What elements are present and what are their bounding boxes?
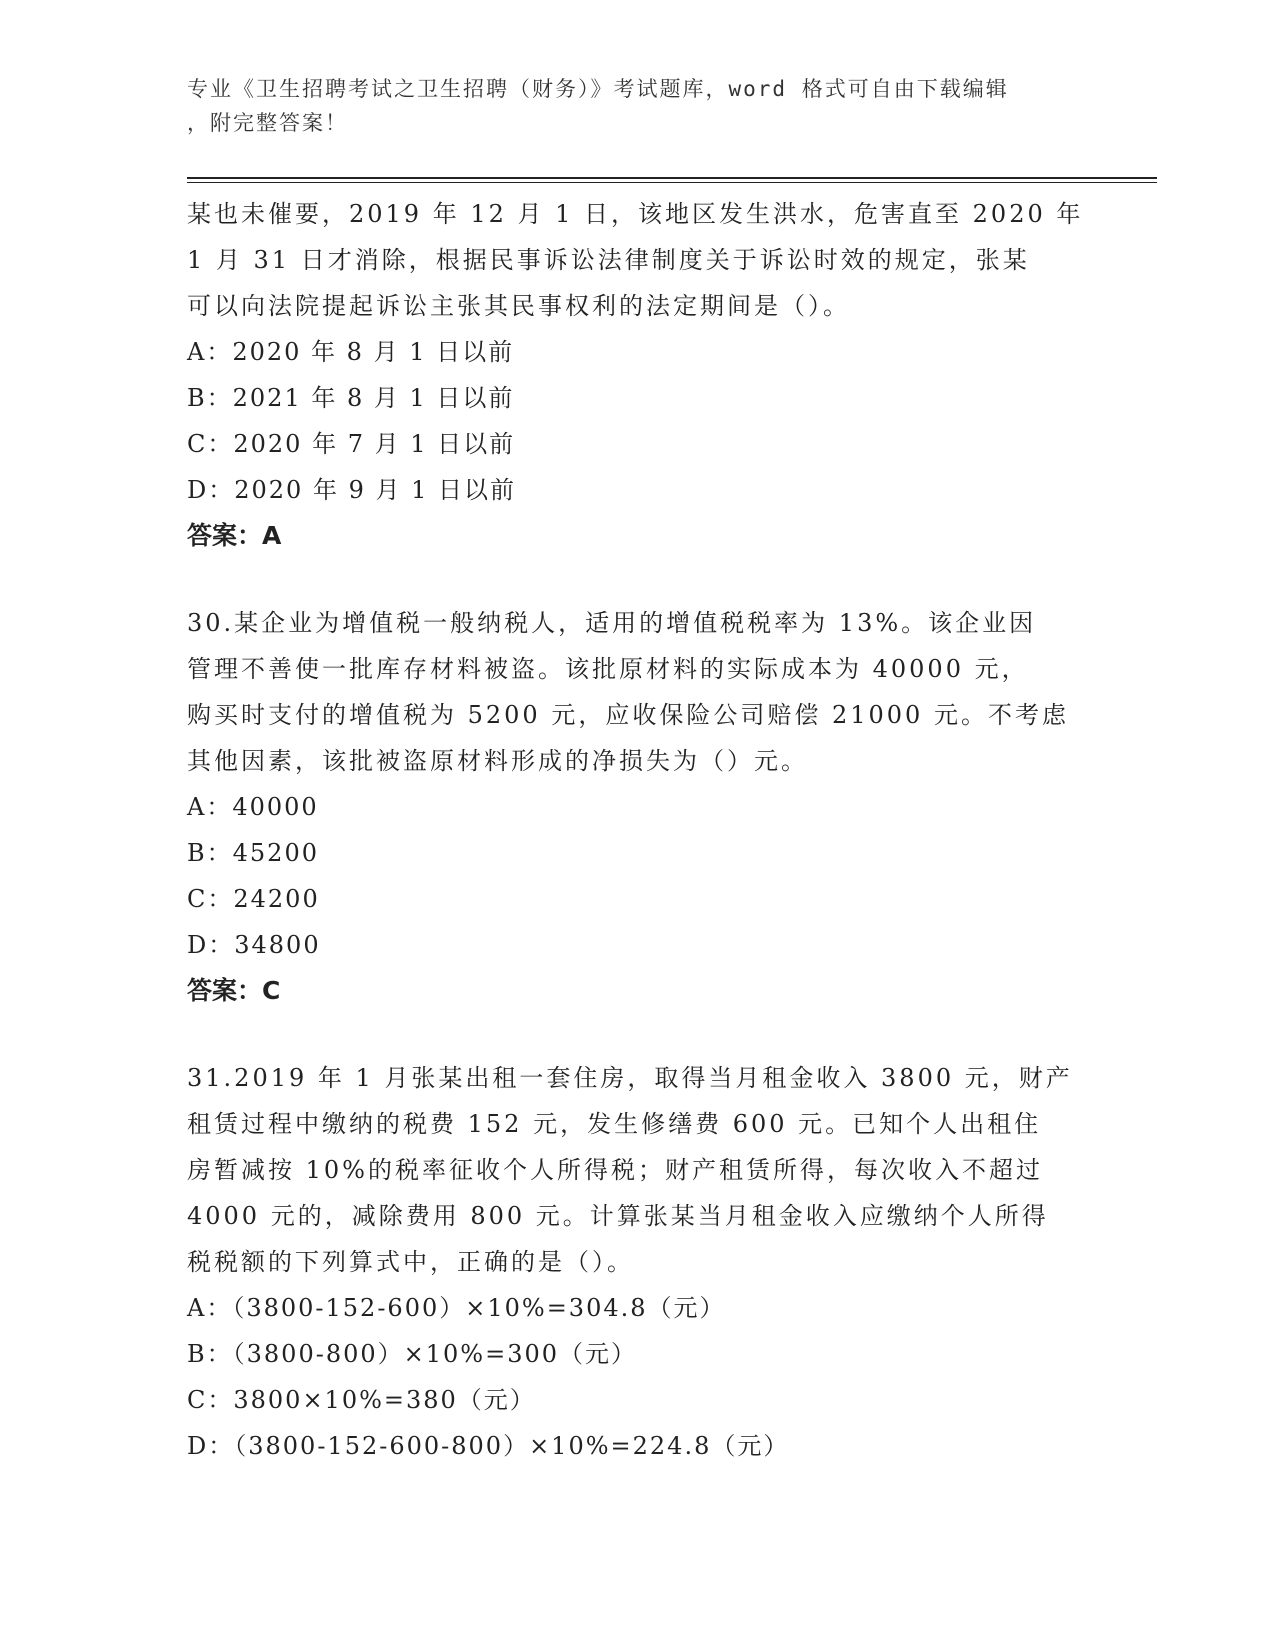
question-text-line: 30.某企业为增值税一般纳税人，适用的增值税税率为 13%。该企业因 xyxy=(187,609,1037,637)
question-30 xyxy=(187,600,1087,1014)
header-rule-thin xyxy=(187,182,1157,183)
header-line-1: 专业《卫生招聘考试之卫生招聘（财务）》考试题库，word 格式可自由下载编辑 xyxy=(187,77,1009,101)
question-text-line: 管理不善使一批库存材料被盗。该批原材料的实际成本为 40000 元， xyxy=(187,655,1029,683)
option-c: C：2020 年 7 月 1 日以前 xyxy=(187,430,516,458)
option-b: B：2021 年 8 月 1 日以前 xyxy=(187,384,515,412)
spacer xyxy=(187,559,1087,600)
option-a: A：（3800-152-600）×10%=304.8（元） xyxy=(187,1294,726,1322)
option-b: B：45200 xyxy=(187,839,319,867)
option-d: D：2020 年 9 月 1 日以前 xyxy=(187,476,517,504)
answer-line: 答案：A xyxy=(187,521,282,550)
question-text-line: 税税额的下列算式中，正确的是（）。 xyxy=(187,1248,634,1276)
option-a: A：40000 xyxy=(187,793,319,821)
option-d: D：（3800-152-600-800）×10%=224.8（元） xyxy=(187,1432,790,1460)
answer-line: 答案：C xyxy=(187,976,281,1005)
option-b: B：（3800-800）×10%=300（元） xyxy=(187,1340,638,1368)
question-29 xyxy=(187,191,1087,559)
question-text-line: 房暂减按 10%的税率征收个人所得税；财产租赁所得，每次收入不超过 xyxy=(187,1156,1043,1184)
question-text-line: 租赁过程中缴纳的税费 152 元，发生修缮费 600 元。已知个人出租住 xyxy=(187,1110,1042,1138)
question-text-line: 购买时支付的增值税为 5200 元，应收保险公司赔偿 21000 元。不考虑 xyxy=(187,701,1069,729)
spacer xyxy=(187,1014,1087,1055)
question-text-line: 1 月 31 日才消除，根据民事诉讼法律制度关于诉讼时效的规定，张某 xyxy=(187,246,1030,274)
question-text-line: 4000 元的，减除费用 800 元。计算张某当月租金收入应缴纳个人所得 xyxy=(187,1202,1049,1230)
question-text-line: 其他因素，该批被盗原材料形成的净损失为（）元。 xyxy=(187,747,808,775)
question-text-line: 31.2019 年 1 月张某出租一套住房，取得当月租金收入 3800 元，财产 xyxy=(187,1064,1073,1092)
question-text-line: 可以向法院提起诉讼主张其民事权利的法定期间是（）。 xyxy=(187,292,850,320)
option-a: A：2020 年 8 月 1 日以前 xyxy=(187,338,515,366)
header-line-2: ，附完整答案！ xyxy=(187,111,348,135)
option-c: C：24200 xyxy=(187,885,320,913)
document-body xyxy=(187,191,1087,1469)
document-header xyxy=(187,72,1067,140)
option-c: C：3800×10%=380（元） xyxy=(187,1386,536,1414)
option-d: D：34800 xyxy=(187,931,321,959)
question-text-line: 某也未催要，2019 年 12 月 1 日，该地区发生洪水，危害直至 2020 年 xyxy=(187,200,1084,228)
question-31 xyxy=(187,1055,1087,1469)
header-rule-thick xyxy=(187,177,1157,179)
